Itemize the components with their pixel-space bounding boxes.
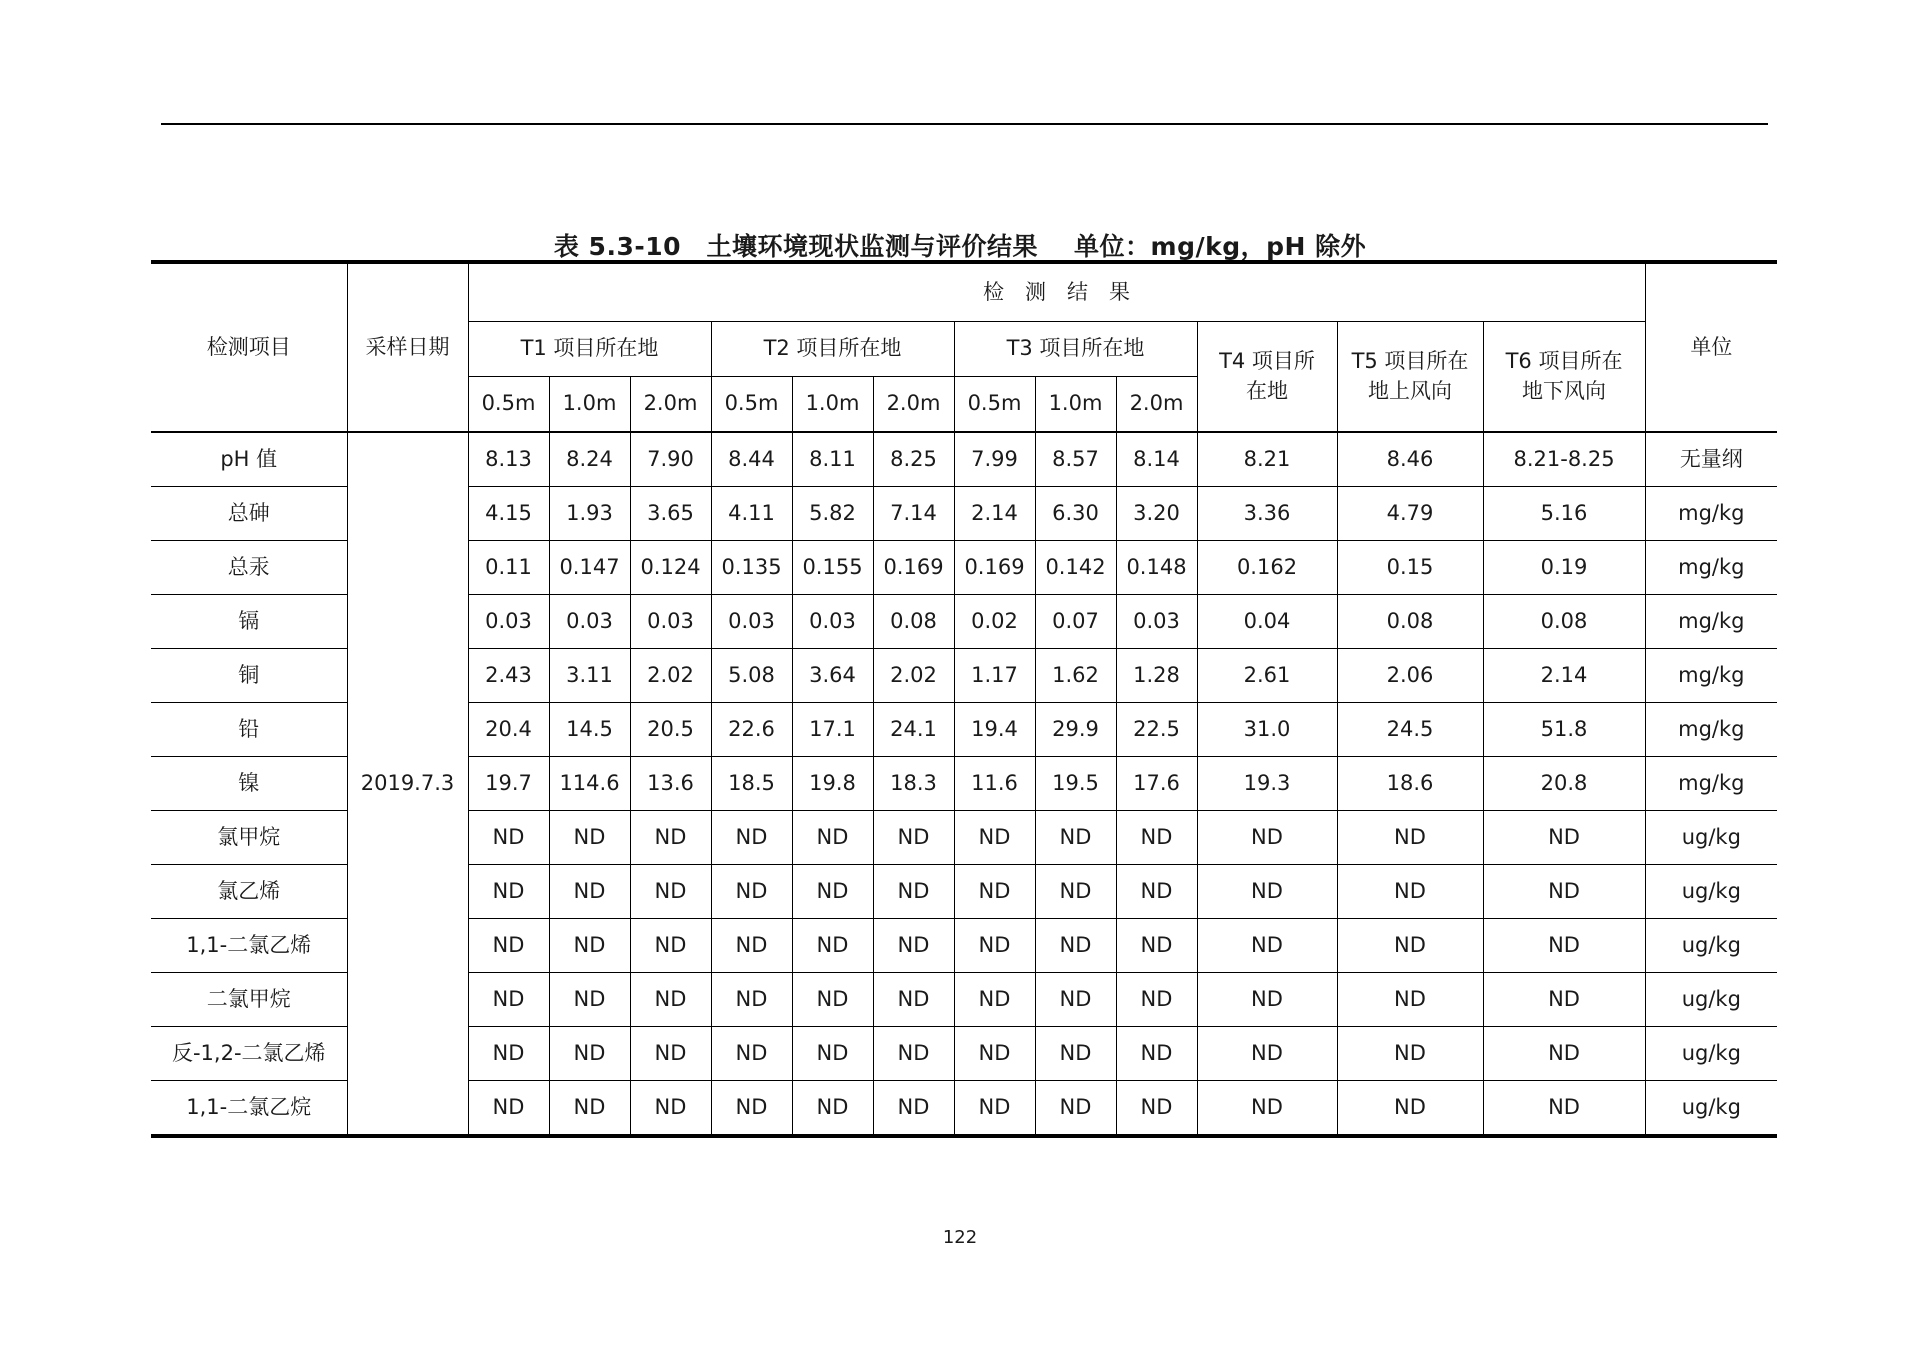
value-cell: 0.08 [1337,595,1483,649]
value-cell: ND [873,973,954,1027]
value-cell: ND [1116,919,1197,973]
value-cell: 5.82 [792,487,873,541]
item-cell: 镉 [151,595,347,649]
value-cell: 7.99 [954,432,1035,487]
value-cell: ND [792,919,873,973]
value-cell: 0.147 [549,541,630,595]
header-t1: T1 项目所在地 [468,322,711,377]
value-cell: 51.8 [1483,703,1645,757]
value-cell: ND [630,919,711,973]
header-t1-depth: 1.0m [549,377,630,433]
value-cell: 3.64 [792,649,873,703]
value-cell: ND [1483,919,1645,973]
value-cell: 8.14 [1116,432,1197,487]
value-cell: ND [1116,1027,1197,1081]
value-cell: ND [468,1027,549,1081]
value-cell: ND [1197,865,1337,919]
value-cell: ND [792,1027,873,1081]
header-t2-depth: 1.0m [792,377,873,433]
value-cell: ND [1483,1081,1645,1137]
value-cell: ND [954,1081,1035,1137]
value-cell: 17.6 [1116,757,1197,811]
value-cell: ND [1483,1027,1645,1081]
unit-cell: mg/kg [1645,757,1777,811]
value-cell: 0.148 [1116,541,1197,595]
unit-cell: mg/kg [1645,487,1777,541]
value-cell: 20.4 [468,703,549,757]
header-t3: T3 项目所在地 [954,322,1197,377]
table-row [151,432,1777,487]
value-cell: ND [711,973,792,1027]
unit-cell: mg/kg [1645,541,1777,595]
value-cell: ND [792,865,873,919]
unit-cell: ug/kg [1645,973,1777,1027]
value-cell: ND [1197,973,1337,1027]
value-cell: 20.8 [1483,757,1645,811]
value-cell: 31.0 [1197,703,1337,757]
value-cell: ND [468,811,549,865]
value-cell: ND [1035,919,1116,973]
value-cell: ND [549,865,630,919]
item-cell: pH 值 [151,432,347,487]
value-cell: ND [1116,811,1197,865]
value-cell: ND [1035,973,1116,1027]
header-date: 采样日期 [347,262,468,432]
value-cell: 5.08 [711,649,792,703]
value-cell: 19.7 [468,757,549,811]
value-cell: 0.03 [711,595,792,649]
value-cell: ND [1035,865,1116,919]
header-t6: T6 项目所在地下风向 [1483,322,1645,433]
item-cell: 总砷 [151,487,347,541]
value-cell: 114.6 [549,757,630,811]
value-cell: 22.6 [711,703,792,757]
value-cell: 0.155 [792,541,873,595]
value-cell: 11.6 [954,757,1035,811]
value-cell: 18.3 [873,757,954,811]
value-cell: 0.15 [1337,541,1483,595]
value-cell: ND [1337,1081,1483,1137]
value-cell: 2.61 [1197,649,1337,703]
value-cell: ND [1035,811,1116,865]
value-cell: ND [873,919,954,973]
value-cell: 0.03 [1116,595,1197,649]
value-cell: 18.6 [1337,757,1483,811]
unit-cell: mg/kg [1645,595,1777,649]
value-cell: 3.36 [1197,487,1337,541]
unit-cell: ug/kg [1645,865,1777,919]
header-t2-depth: 0.5m [711,377,792,433]
value-cell: ND [1483,973,1645,1027]
value-cell: ND [1197,811,1337,865]
value-cell: ND [954,973,1035,1027]
value-cell: ND [711,811,792,865]
header-t3-depth: 2.0m [1116,377,1197,433]
item-cell: 1,1-二氯乙烯 [151,919,347,973]
value-cell: ND [1337,973,1483,1027]
value-cell: 2.43 [468,649,549,703]
table-caption [0,227,1920,263]
value-cell: 8.25 [873,432,954,487]
value-cell: 8.57 [1035,432,1116,487]
value-cell: 8.24 [549,432,630,487]
header-t1-depth: 2.0m [630,377,711,433]
unit-cell: mg/kg [1645,703,1777,757]
value-cell: ND [549,919,630,973]
value-cell: ND [630,1027,711,1081]
value-cell: 4.15 [468,487,549,541]
unit-cell: mg/kg [1645,649,1777,703]
value-cell: 24.5 [1337,703,1483,757]
table-header [151,262,1777,432]
item-cell: 氯甲烷 [151,811,347,865]
value-cell: 0.04 [1197,595,1337,649]
value-cell: ND [1483,865,1645,919]
unit-cell: ug/kg [1645,1027,1777,1081]
header-t2: T2 项目所在地 [711,322,954,377]
value-cell: 2.14 [1483,649,1645,703]
value-cell: 0.08 [1483,595,1645,649]
value-cell: 0.03 [549,595,630,649]
value-cell: 19.8 [792,757,873,811]
value-cell: 19.3 [1197,757,1337,811]
value-cell: 0.03 [468,595,549,649]
value-cell: 0.135 [711,541,792,595]
value-cell: 1.62 [1035,649,1116,703]
item-cell: 反-1,2-二氯乙烯 [151,1027,347,1081]
value-cell: 7.90 [630,432,711,487]
value-cell: ND [711,1081,792,1137]
value-cell: ND [873,811,954,865]
value-cell: 0.03 [792,595,873,649]
value-cell: 18.5 [711,757,792,811]
value-cell: ND [873,865,954,919]
value-cell: ND [549,1027,630,1081]
page-number: 122 [942,1227,978,1248]
value-cell: 7.14 [873,487,954,541]
value-cell: 0.02 [954,595,1035,649]
value-cell: ND [711,865,792,919]
value-cell: 4.79 [1337,487,1483,541]
value-cell: 0.03 [630,595,711,649]
value-cell: 14.5 [549,703,630,757]
value-cell: ND [630,1081,711,1137]
item-cell: 铅 [151,703,347,757]
value-cell: ND [630,865,711,919]
value-cell: ND [468,865,549,919]
value-cell: 0.19 [1483,541,1645,595]
table-body [151,432,1777,1136]
value-cell: 1.28 [1116,649,1197,703]
value-cell: 24.1 [873,703,954,757]
header-results: 检 测 结 果 [468,262,1645,322]
value-cell: ND [468,973,549,1027]
value-cell: ND [954,811,1035,865]
item-cell: 二氯甲烷 [151,973,347,1027]
value-cell: 0.07 [1035,595,1116,649]
header-t3-depth: 1.0m [1035,377,1116,433]
value-cell: ND [954,919,1035,973]
header-t5: T5 项目所在地上风向 [1337,322,1483,433]
header-t4: T4 项目所在地 [1197,322,1337,433]
table-unit-note: 单位：mg/kg，pH 除外 [1074,232,1367,261]
value-cell: 0.124 [630,541,711,595]
value-cell: ND [1116,973,1197,1027]
value-cell: 22.5 [1116,703,1197,757]
results-table-wrapper [151,260,1777,1138]
value-cell: 8.44 [711,432,792,487]
value-cell: 0.08 [873,595,954,649]
value-cell: ND [1116,865,1197,919]
item-cell: 镍 [151,757,347,811]
value-cell: 17.1 [792,703,873,757]
value-cell: 3.65 [630,487,711,541]
header-t1-depth: 0.5m [468,377,549,433]
value-cell: ND [792,1081,873,1137]
value-cell: ND [792,811,873,865]
value-cell: ND [1197,1027,1337,1081]
item-cell: 氯乙烯 [151,865,347,919]
value-cell: 8.46 [1337,432,1483,487]
value-cell: 19.4 [954,703,1035,757]
value-cell: 0.162 [1197,541,1337,595]
value-cell: 19.5 [1035,757,1116,811]
header-t2-depth: 2.0m [873,377,954,433]
value-cell: 0.11 [468,541,549,595]
value-cell: ND [630,973,711,1027]
value-cell: 2.02 [630,649,711,703]
value-cell: ND [549,811,630,865]
value-cell: 8.21-8.25 [1483,432,1645,487]
value-cell: 2.02 [873,649,954,703]
unit-cell: ug/kg [1645,919,1777,973]
item-cell: 总汞 [151,541,347,595]
value-cell: 0.142 [1035,541,1116,595]
value-cell: ND [1197,1081,1337,1137]
value-cell: ND [1035,1081,1116,1137]
value-cell: 6.30 [1035,487,1116,541]
header-unit: 单位 [1645,262,1777,432]
value-cell: 1.93 [549,487,630,541]
value-cell: 5.16 [1483,487,1645,541]
value-cell: ND [954,1027,1035,1081]
soil-monitoring-table [151,260,1777,1138]
value-cell: 29.9 [1035,703,1116,757]
value-cell: ND [468,919,549,973]
item-cell: 铜 [151,649,347,703]
value-cell: 1.17 [954,649,1035,703]
value-cell: 2.14 [954,487,1035,541]
header-item: 检测项目 [151,262,347,432]
value-cell: 8.21 [1197,432,1337,487]
value-cell: ND [711,919,792,973]
value-cell: 3.20 [1116,487,1197,541]
value-cell: 4.11 [711,487,792,541]
value-cell: 8.13 [468,432,549,487]
value-cell: ND [1116,1081,1197,1137]
unit-cell: ug/kg [1645,811,1777,865]
value-cell: ND [549,1081,630,1137]
value-cell: ND [1337,919,1483,973]
value-cell: ND [954,865,1035,919]
value-cell: ND [630,811,711,865]
value-cell: ND [1197,919,1337,973]
header-t3-depth: 0.5m [954,377,1035,433]
header-rule [161,123,1768,125]
value-cell: ND [468,1081,549,1137]
value-cell: ND [792,973,873,1027]
value-cell: 0.169 [954,541,1035,595]
value-cell: ND [549,973,630,1027]
value-cell: 0.169 [873,541,954,595]
table-title: 表 5.3-10 土壤环境现状监测与评价结果 [553,232,1039,261]
value-cell: 2.06 [1337,649,1483,703]
value-cell: ND [1483,811,1645,865]
value-cell: ND [873,1081,954,1137]
value-cell: 20.5 [630,703,711,757]
value-cell: ND [1337,865,1483,919]
value-cell: 13.6 [630,757,711,811]
unit-cell: 无量纲 [1645,432,1777,487]
value-cell: 3.11 [549,649,630,703]
value-cell: ND [1035,1027,1116,1081]
value-cell: ND [1337,811,1483,865]
sampling-date-cell: 2019.7.3 [347,432,468,1136]
value-cell: ND [1337,1027,1483,1081]
value-cell: ND [711,1027,792,1081]
value-cell: ND [873,1027,954,1081]
value-cell: 8.11 [792,432,873,487]
item-cell: 1,1-二氯乙烷 [151,1081,347,1137]
unit-cell: ug/kg [1645,1081,1777,1137]
